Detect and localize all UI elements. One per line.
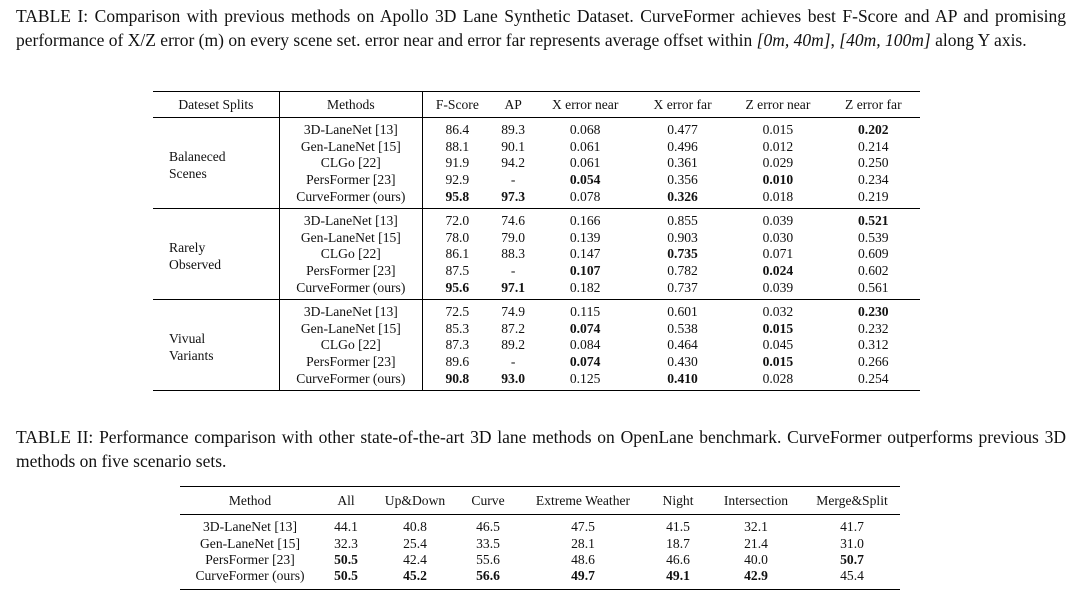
table1-method-cell: CurveFormer (ours): [279, 188, 422, 208]
table1-method-cell: CurveFormer (ours): [279, 279, 422, 299]
table2-value-cell: 50.7: [840, 551, 864, 567]
table2-value-cell: 45.4: [840, 568, 864, 584]
table1-value-cell: 0.230: [858, 304, 889, 320]
table1-method-cell: CurveFormer (ours): [279, 370, 422, 390]
table1-value-cell: 0.045: [762, 337, 794, 353]
table1-value-cell: 0.477: [667, 122, 698, 138]
table1-value-cell: 86.4: [445, 122, 470, 138]
table1-value-cell: 0.039: [762, 279, 794, 295]
table1-split-line: Rarely: [169, 239, 206, 255]
table1-value-cell: 0.015: [762, 354, 794, 370]
table1-value-cell: 74.9: [501, 304, 526, 320]
table1-split-label: [153, 208, 279, 299]
table-row: [180, 535, 900, 551]
table1-value-cell: 0.214: [858, 138, 889, 154]
table1-value-cell: 0.538: [667, 320, 698, 336]
table2-value-cell: 31.0: [840, 535, 864, 551]
table1-value-cell: 0.054: [569, 172, 601, 188]
table1-caption: [16, 4, 1066, 52]
table1-split-label: [153, 299, 279, 390]
table1-value-cell: 0.078: [569, 188, 601, 204]
table2-header-all: All: [320, 487, 372, 515]
table1-value-cell: 0.010: [762, 172, 794, 188]
table1-method-cell: Gen-LaneNet [15]: [279, 230, 422, 247]
table1-method-cell: Gen-LaneNet [15]: [279, 139, 422, 156]
table1-method-cell: 3D-LaneNet [13]: [279, 118, 422, 139]
table1-header-z-error-near: Z error near: [729, 92, 826, 118]
table2-header-merge-split: Merge&Split: [804, 487, 900, 515]
table1-value-cell: 0.782: [667, 263, 698, 279]
table1-value-cell: 86.1: [445, 246, 470, 262]
table1-value-cell: 88.3: [501, 246, 526, 262]
table1-value-cell: 0.312: [858, 337, 889, 353]
table1-caption-part1: TABLE I: Comparison with previous methods on Apollo 3D Lane Synthetic Dataset. CurveFormer achieves best F-Score and AP and promising performance of X/Z error (m) on every scene set. error near and error far represents average offset within: [16, 6, 1066, 50]
table1-value-cell: 87.3: [445, 337, 470, 353]
table2-value-cell: 33.5: [476, 535, 500, 551]
table1-method-cell: 3D-LaneNet [13]: [279, 208, 422, 229]
table1-value-cell: 0.561: [858, 279, 889, 295]
table1-method-cell: CLGo [22]: [279, 246, 422, 263]
table2-value-cell: 48.6: [571, 551, 595, 567]
table1-method-cell: PersFormer [23]: [279, 354, 422, 371]
table1-caption-range-far: [40m, 100m]: [839, 30, 931, 50]
table2-value-cell: 46.5: [476, 519, 500, 535]
table1-value-cell: 0.735: [667, 246, 698, 262]
table1-value-cell: 87.5: [445, 263, 470, 279]
table1-split-line: Scenes: [169, 165, 207, 181]
table2: [180, 486, 900, 590]
table1-value-cell: 0.903: [667, 229, 698, 245]
table1-value-cell: 0.430: [667, 354, 698, 370]
table1-method-cell: Gen-LaneNet [15]: [279, 321, 422, 338]
table1-value-cell: 0.166: [569, 213, 601, 229]
table1-value-cell: 0.071: [762, 246, 794, 262]
table2-header-extreme-weather: Extreme Weather: [518, 487, 648, 515]
table-row: [180, 568, 900, 589]
table1-value-cell: 72.5: [445, 304, 470, 320]
table1-value-cell: 0.074: [569, 354, 601, 370]
table2-value-cell: 42.9: [744, 568, 768, 584]
table2-value-cell: 32.3: [334, 535, 358, 551]
table2-header-curve: Curve: [458, 487, 518, 515]
table1-caption-part2: along Y axis.: [930, 30, 1027, 50]
table1-value-cell: 0.737: [667, 279, 698, 295]
table1-value-cell: 78.0: [445, 229, 470, 245]
table1-value-cell: 0.147: [569, 246, 601, 262]
table1-value-cell: 0.202: [858, 122, 889, 138]
table2-value-cell: 32.1: [744, 519, 768, 535]
table1-value-cell: 93.0: [501, 370, 526, 386]
table1-value-cell: 0.464: [667, 337, 698, 353]
table1-header-x-error-near: X error near: [534, 92, 635, 118]
table1-value-cell: 0.326: [667, 188, 698, 204]
table2-method-cell: Gen-LaneNet [15]: [199, 535, 300, 551]
table1-value-cell: 0.219: [858, 188, 889, 204]
table1-method-cell: PersFormer [23]: [279, 263, 422, 280]
table1-caption-separator: ,: [830, 30, 840, 50]
table1-header-splits: Dateset Splits: [153, 92, 279, 118]
table1-value-cell: -: [510, 263, 516, 279]
table2-value-cell: 50.5: [334, 551, 358, 567]
table1-value-cell: 0.015: [762, 122, 794, 138]
table1-value-cell: 0.410: [667, 370, 698, 386]
table2-method-cell: PersFormer [23]: [205, 551, 295, 567]
table1-header-row: [153, 92, 920, 118]
table1-value-cell: -: [510, 354, 516, 370]
table2-value-cell: 40.0: [744, 551, 768, 567]
table1-value-cell: 0.356: [667, 172, 698, 188]
table1-group-balanced: [153, 118, 920, 209]
table1-value-cell: 0.084: [569, 337, 601, 353]
table2-value-cell: 42.4: [403, 551, 427, 567]
table1-value-cell: 0.254: [858, 370, 889, 386]
table1-value-cell: 0.609: [858, 246, 889, 262]
table2-header-method: Method: [180, 487, 320, 515]
table1-value-cell: 89.6: [445, 354, 470, 370]
table1-value-cell: 95.8: [445, 188, 470, 204]
table1-value-cell: 0.232: [858, 320, 889, 336]
table2-method-cell: 3D-LaneNet [13]: [203, 519, 297, 535]
table1-value-cell: 0.029: [762, 155, 794, 171]
table1: [153, 91, 920, 391]
table1-value-cell: 0.032: [762, 304, 794, 320]
table1-method-cell: CLGo [22]: [279, 155, 422, 172]
table1-method-cell: PersFormer [23]: [279, 172, 422, 189]
table1-value-cell: 0.266: [858, 354, 889, 370]
table1-value-cell: 89.2: [501, 337, 526, 353]
table2-value-cell: 45.2: [403, 568, 427, 584]
table2-value-cell: 49.7: [571, 568, 595, 584]
table1-value-cell: 0.015: [762, 320, 794, 336]
table1-value-cell: 0.061: [569, 138, 601, 154]
table1-value-cell: 79.0: [501, 229, 526, 245]
table2-header-row: [180, 487, 900, 515]
table1-value-cell: 0.539: [858, 229, 889, 245]
table1-method-cell: CLGo [22]: [279, 337, 422, 354]
table1-value-cell: 0.039: [762, 213, 794, 229]
table1-value-cell: 0.115: [570, 304, 601, 320]
table1-method-cell: 3D-LaneNet [13]: [279, 299, 422, 320]
table1-value-cell: 0.107: [569, 263, 601, 279]
table1-header-z-error-far: Z error far: [827, 92, 920, 118]
table1-value-cell: 0.139: [569, 229, 601, 245]
table1-value-cell: 0.061: [569, 155, 601, 171]
table1-value-cell: 0.068: [569, 122, 601, 138]
table1-value-cell: 88.1: [445, 138, 470, 154]
table1-value-cell: 74.6: [501, 213, 526, 229]
table1-value-cell: 0.028: [762, 370, 794, 386]
table1-header-fscore: F-Score: [422, 92, 491, 118]
table1-value-cell: 97.1: [501, 279, 526, 295]
table2-value-cell: 55.6: [476, 551, 500, 567]
table-row: [153, 299, 920, 320]
table1-value-cell: 0.012: [762, 138, 794, 154]
table1-value-cell: 94.2: [501, 155, 526, 171]
table2-value-cell: 50.5: [334, 568, 358, 584]
table1-value-cell: 0.024: [762, 263, 794, 279]
table-row: [153, 208, 920, 229]
table-row: [153, 118, 920, 139]
table1-split-line: Balaneced: [169, 148, 226, 164]
table1-caption-range-near: [0m, 40m]: [756, 30, 831, 50]
table2-value-cell: 44.1: [334, 519, 358, 535]
table1-value-cell: 92.9: [445, 172, 470, 188]
table1-group-rarely-observed: [153, 208, 920, 299]
table1-value-cell: 0.182: [569, 279, 601, 295]
table2-header-night: Night: [648, 487, 708, 515]
table-row: [180, 552, 900, 568]
table2-caption: TABLE II: Performance comparison with other state-of-the-art 3D lane methods on OpenLane benchmark. CurveFormer outperforms previous 3D methods on five scenario sets.: [16, 427, 1066, 471]
table2-value-cell: 56.6: [476, 568, 500, 584]
table1-value-cell: 72.0: [445, 213, 470, 229]
table1-header-x-error-far: X error far: [636, 92, 729, 118]
table2-value-cell: 46.6: [666, 551, 690, 567]
table2-value-cell: 40.8: [403, 519, 427, 535]
table1-value-cell: 0.074: [569, 320, 601, 336]
table1-split-line: Vivual: [169, 330, 206, 346]
table1-value-cell: 0.601: [667, 304, 698, 320]
table2-header-up-down: Up&Down: [372, 487, 458, 515]
table1-value-cell: 0.602: [858, 263, 889, 279]
table1-value-cell: 89.3: [501, 122, 526, 138]
table2-value-cell: 25.4: [403, 535, 427, 551]
table1-value-cell: -: [510, 172, 516, 188]
table1-split-line: Variants: [169, 347, 214, 363]
table2-value-cell: 47.5: [571, 519, 595, 535]
table2-value-cell: 28.1: [571, 535, 595, 551]
table1-value-cell: 0.234: [858, 172, 889, 188]
table1-value-cell: 90.1: [501, 138, 526, 154]
table-row: [180, 515, 900, 536]
table1-header-ap: AP: [492, 92, 535, 118]
table1-value-cell: 95.6: [445, 279, 470, 295]
table1-value-cell: 0.521: [858, 213, 889, 229]
table1-value-cell: 97.3: [501, 188, 526, 204]
table2-value-cell: 41.5: [666, 519, 690, 535]
table1-header-methods: Methods: [279, 92, 422, 118]
table1-group-visual-variants: [153, 299, 920, 390]
table2-body: [180, 515, 900, 590]
table1-value-cell: 87.2: [501, 320, 526, 336]
table1-value-cell: 90.8: [445, 370, 470, 386]
table2-value-cell: 49.1: [666, 568, 690, 584]
table1-value-cell: 0.250: [858, 155, 889, 171]
table1-split-line: Observed: [169, 256, 222, 272]
table1-value-cell: 85.3: [445, 320, 470, 336]
table1-value-cell: 0.018: [762, 188, 794, 204]
table2-value-cell: 41.7: [840, 519, 864, 535]
table1-value-cell: 0.361: [667, 155, 698, 171]
table1-value-cell: 0.030: [762, 229, 794, 245]
table2-value-cell: 21.4: [744, 535, 768, 551]
table2-header-intersection: Intersection: [708, 487, 804, 515]
table1-split-label: [153, 118, 279, 209]
table1-value-cell: 91.9: [445, 155, 470, 171]
table1-value-cell: 0.125: [569, 370, 601, 386]
table1-value-cell: 0.855: [667, 213, 698, 229]
table1-value-cell: 0.496: [667, 138, 698, 154]
table2-value-cell: 18.7: [666, 535, 690, 551]
table2-method-cell: CurveFormer (ours): [195, 568, 305, 584]
